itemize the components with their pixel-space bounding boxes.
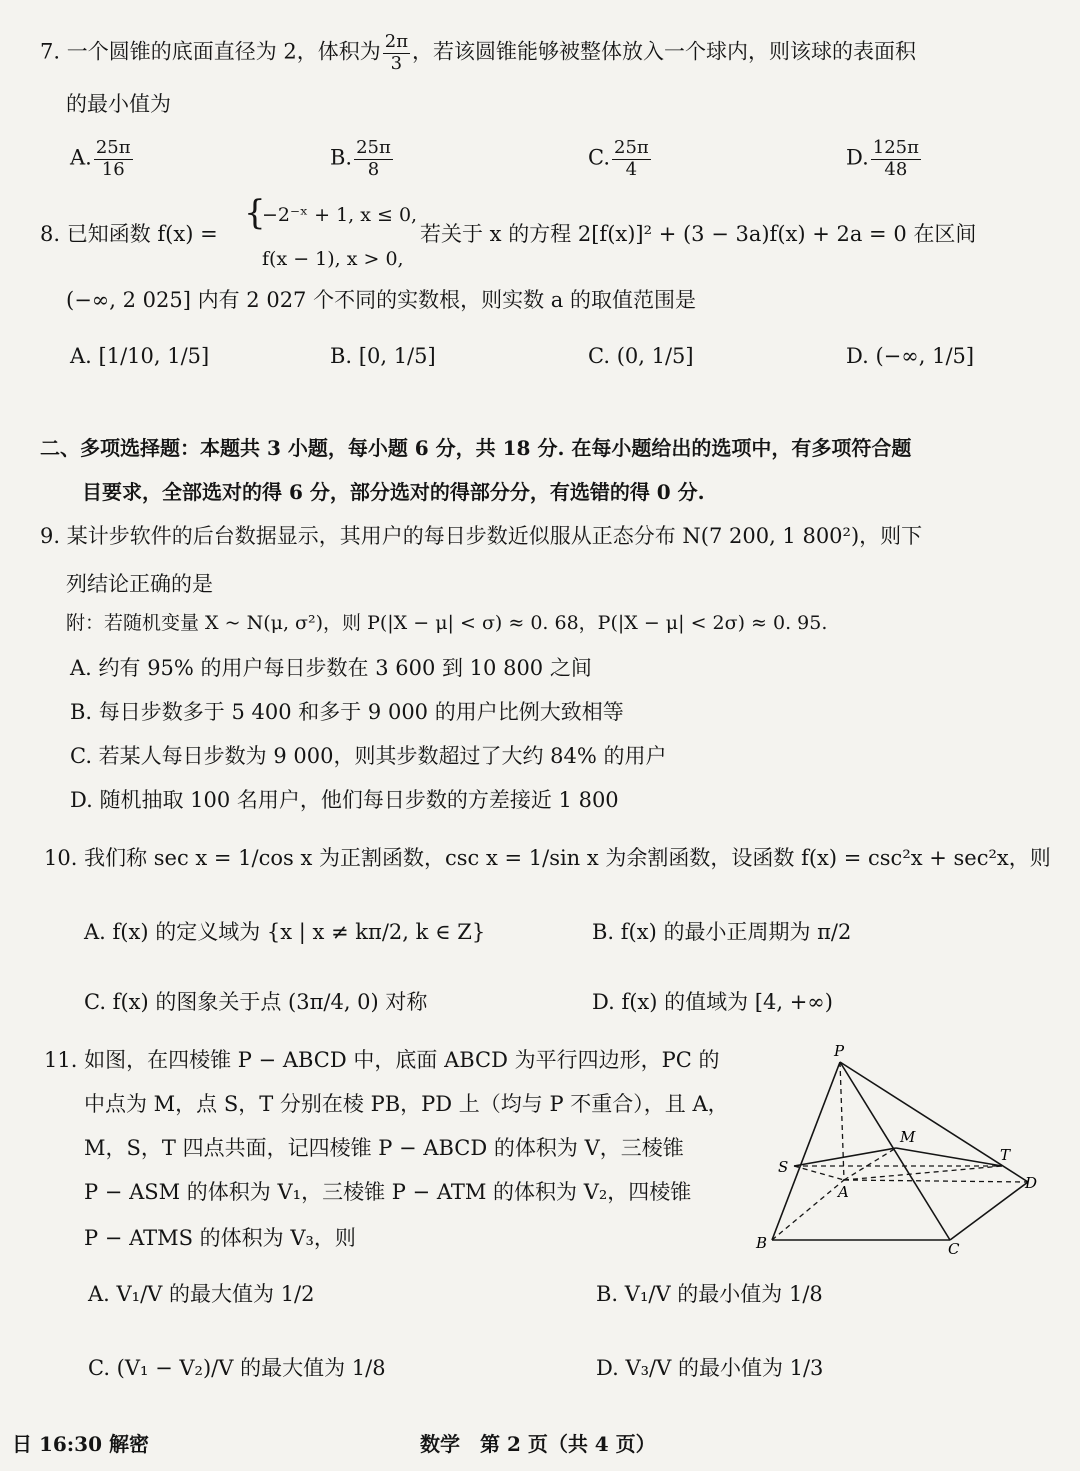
pyramid-figure [748, 1040, 1048, 1260]
q11-option-a: A. V₁/V 的最大值为 1/2 [88, 1282, 315, 1306]
q8-brace: { [244, 193, 266, 233]
q7-vol-den: 3 [390, 52, 403, 74]
label-T: T [1000, 1146, 1011, 1164]
q7-option-b: B. $\frac{25\pi}{8}$ [330, 137, 391, 180]
section2-line1: 二、多项选择题：本题共 3 小题，每小题 6 分，共 18 分. 在每小题给出的选项中，有多项符合题 [40, 436, 912, 460]
q9-option-d: D. 随机抽取 100 名用户，他们每日步数的方差接近 1 800 [70, 788, 619, 812]
q7-option-a: A. $\frac{25\pi}{16}$ [70, 137, 131, 180]
q11-option-d: D. V₃/V 的最小值为 1/3 [596, 1356, 824, 1380]
edge-PA [840, 1062, 844, 1180]
q8-line1: 若关于 x 的方程 2[f(x)]² + (3 − 3a)f(x) + 2a = 0 在区间 [420, 222, 977, 246]
q10-line1: 10. 我们称 sec x = 1/cos x 为正割函数，csc x = 1/sin x 为余割函数，设函数 f(x) = csc²x + sec²x，则 [44, 846, 1051, 870]
section2-line2: 目要求，全部选对的得 6 分，部分选对的得部分分，有选错的得 0 分. [82, 480, 705, 504]
label-D: D [1025, 1174, 1038, 1192]
q9-line1: 9. 某计步软件的后台数据显示，其用户的每日步数近似服从正态分布 N(7 200, 1 800²)，则下 [40, 524, 923, 548]
q11-option-c: C. (V₁ − V₂)/V 的最大值为 1/8 [88, 1356, 386, 1380]
q10-option-b: B. f(x) 的最小正周期为 π/2 [592, 920, 852, 944]
q11-line3: M，S，T 四点共面，记四棱锥 P − ABCD 的体积为 V，三棱锥 [84, 1136, 684, 1160]
q11-option-b: B. V₁/V 的最小值为 1/8 [596, 1282, 823, 1306]
label-P: P [834, 1042, 845, 1060]
q11-line4: P − ASM 的体积为 V₁，三棱锥 P − ATM 的体积为 V₂，四棱锥 [84, 1180, 692, 1204]
q7-line2: 的最小值为 [66, 92, 171, 116]
label-S: S [778, 1158, 789, 1176]
label-A: A [838, 1183, 849, 1201]
edge-AD [844, 1180, 1028, 1182]
q10-option-d: D. f(x) 的值域为 [4, +∞) [592, 990, 833, 1014]
footer-page: 数学 第 2 页（共 4 页） [420, 1432, 656, 1456]
q7-volume-fraction [383, 32, 410, 74]
q9-option-b: B. 每日步数多于 5 400 和多于 9 000 的用户比例大致相等 [70, 700, 624, 724]
label-C: C [948, 1240, 960, 1258]
q11-line1: 11. 如图，在四棱锥 P − ABCD 中，底面 ABCD 为平行四边形，PC 的 [44, 1048, 720, 1072]
q10-option-c: C. f(x) 的图象关于点 (3π/4, 0) 对称 [84, 990, 428, 1014]
q9-option-a: A. 约有 95% 的用户每日步数在 3 600 到 10 800 之间 [70, 656, 592, 680]
edge-PC [840, 1062, 950, 1240]
edge-MT [896, 1148, 1002, 1166]
q8-option-a: A. [1/10, 1/5] [70, 344, 210, 368]
footer-left: 日 16:30 解密 [12, 1432, 149, 1456]
edge-SA [794, 1166, 844, 1180]
q11-line5: P − ATMS 的体积为 V₃，则 [84, 1226, 356, 1250]
q11-line2: 中点为 M，点 S，T 分别在棱 PB，PD 上（均与 P 不重合），且 A， [84, 1092, 729, 1116]
q9-line2: 列结论正确的是 [66, 572, 213, 596]
q8-option-b: B. [0, 1/5] [330, 344, 436, 368]
q7-vol-num: 2π [384, 31, 409, 52]
q7-line1 [40, 32, 916, 74]
q8-option-c: C. (0, 1/5] [588, 344, 694, 368]
q7-option-d: D. $\frac{125\pi}{48}$ [846, 137, 919, 180]
q8-prefix: 8. 已知函数 f(x) = [40, 222, 218, 246]
q9-note: 附：若随机变量 X ~ N(μ, σ²)，则 P(|X − μ| < σ) ≈ 0. 68，P(|X − μ| < 2σ) ≈ 0. 95. [66, 612, 828, 634]
edge-PB [772, 1062, 840, 1240]
q8-option-d: D. (−∞, 1/5] [846, 344, 975, 368]
label-B: B [756, 1234, 768, 1252]
q7-text-a: 7. 一个圆锥的底面直径为 2，体积为 [40, 39, 381, 64]
q8-case2: f(x − 1), x > 0, [262, 248, 404, 270]
q10-option-a: A. f(x) 的定义域为 {x | x ≠ kπ/2, k ∈ Z} [84, 920, 486, 944]
q8-line2: (−∞, 2 025] 内有 2 027 个不同的实数根，则实数 a 的取值范围是 [66, 288, 696, 312]
q7-text-b: ，若该圆锥能够被整体放入一个球内，则该球的表面积 [412, 39, 917, 64]
q7-option-c: C. $\frac{25\pi}{4}$ [588, 137, 649, 180]
edge-SM [794, 1148, 896, 1166]
q9-option-c: C. 若某人每日步数为 9 000，则其步数超过了大约 84% 的用户 [70, 744, 667, 768]
label-M: M [900, 1128, 916, 1146]
edge-PD [840, 1062, 1028, 1182]
edge-CD [950, 1182, 1028, 1240]
q8-case1: −2⁻ˣ + 1, x ≤ 0, [262, 204, 418, 226]
edge-AT [844, 1166, 1002, 1180]
